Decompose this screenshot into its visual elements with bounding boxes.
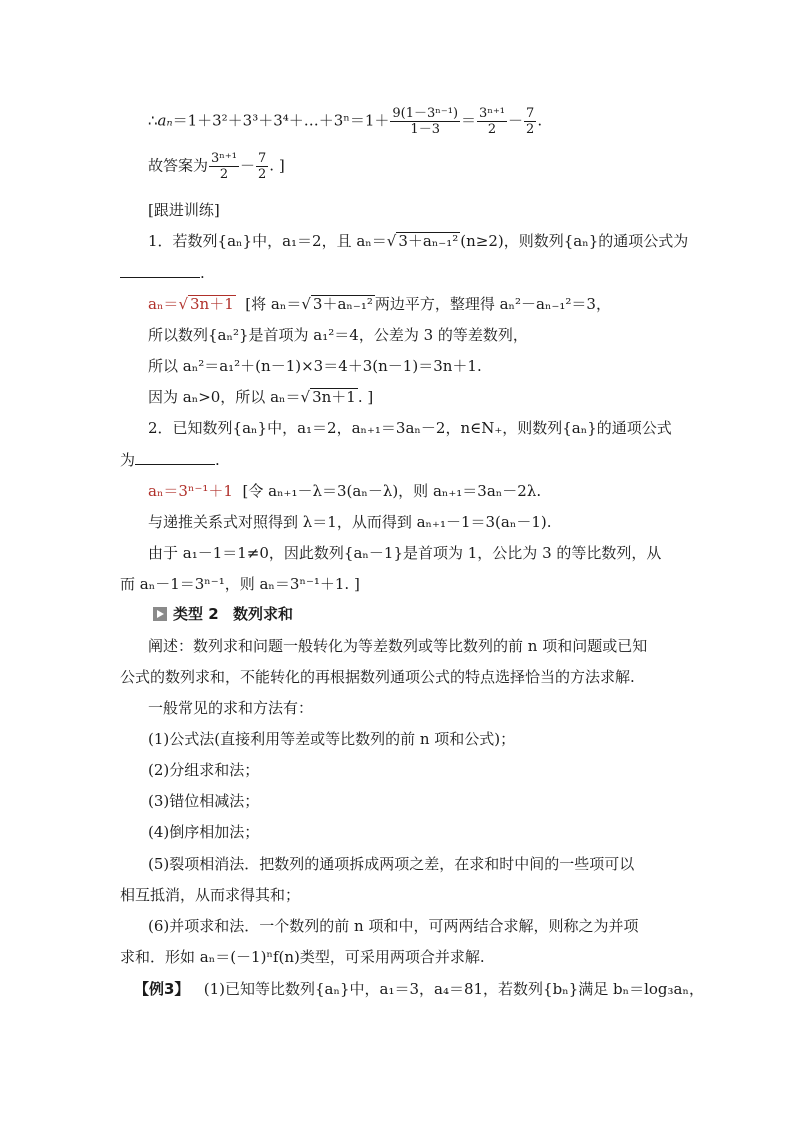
solution-line: 由于 a₁－1＝1≠0，因此数列{aₙ－1}是首项为 1，公比为 3 的等比数列，从 [148,544,662,562]
problem-1: 1．若数列{aₙ}中，a₁＝2，且 aₙ＝√ 3＋aₙ₋₁² (n≥2)，则数列{aₙ}的通项公式为 [148,232,689,250]
problem-2-blank: 为 . [120,451,220,469]
solution-line: 所以数列{aₙ²}是首项为 a₁²＝4，公差为 3 的等差数列， [148,326,528,344]
method-item: (6)并项求和法．一个数列的前 n 项和中，可两两结合求解，则称之为并项 [148,917,639,935]
sqrt: √ 3n＋1 [300,388,356,406]
problem-2: 2．已知数列{aₙ}中，a₁＝2，aₙ₊₁＝3aₙ－2，n∈N₊，则数列{aₙ}的通项公式 [148,419,672,437]
solution-line: 因为 aₙ>0，所以 aₙ＝√ 3n＋1 . ] [148,388,374,406]
method-item: (5)裂项相消法．把数列的通项拆成两项之差，在求和时中间的一些项可以 [148,855,635,873]
answer-blank [135,450,215,465]
paragraph-line: 一般常见的求和方法有： [148,699,314,717]
fraction: $\frac{\text{9(1－3ⁿ⁻¹)}}{1-3}$ [392,106,459,137]
paragraph-line: 阐述：数列求和问题一般转化为等差数列或等比数列的前 n 项和问题或已知 [148,637,648,655]
paragraph-line: 公式的数列求和，不能转化的再根据数列通项公式的特点选择恰当的方法求解. [120,668,635,686]
solution-line-1: ∴aₙ＝1＋3²＋3³＋3⁴＋…＋3ⁿ＝1＋ $\frac{\text{9(1－3ⁿ⁻¹)}}{1-3}$ ＝ $\frac{\text{3ⁿ⁺¹}}{2}$ － $\frac{7}{2}$ . [148,106,543,137]
problem-1-answer: aₙ＝√ 3n＋1 [将 aₙ＝√ 3＋aₙ₋₁² 两边平方，整理得 aₙ²－aₙ₋₁²＝3， [148,295,611,313]
problem-1-blank: . [120,263,205,283]
method-item: (3)错位相减法； [148,792,260,810]
method-item: 求和．形如 aₙ＝(－1)ⁿf(n)类型，可采用两项合并求解. [120,948,485,966]
fraction: $\frac{7}{2}$ [526,106,535,137]
sqrt: √ 3＋aₙ₋₁² [386,232,459,250]
method-item: (4)倒序相加法； [148,823,260,841]
answer-summary: 故答案为 $\frac{\text{3ⁿ⁺¹}}{2}$ － $\frac{7}{2}$ . ] [148,151,285,182]
method-item: (1)公式法(直接利用等差或等比数列的前 n 项和公式)； [148,730,516,748]
example-3: 【例3】 (1)已知等比数列{aₙ}中，a₁＝3，a₄＝81，若数列{bₙ}满足 bₙ＝log₃aₙ， [134,980,704,998]
sqrt: √ 3＋aₙ₋₁² [301,295,373,313]
fraction: $\frac{7}{2}$ [258,151,267,182]
section-heading: [跟进训练] [148,201,220,219]
answer-blank [120,263,200,278]
play-triangle-icon [153,607,167,621]
type-heading: 类型 2 数列求和 [153,604,293,624]
method-item: 相互抵消，从而求得其和； [120,886,301,904]
solution-line: 所以 aₙ²＝a₁²＋(n－1)×3＝4＋3(n－1)＝3n＋1. [148,357,482,375]
fraction: $\frac{\text{3ⁿ⁺¹}}{2}$ [479,106,506,137]
method-item: (2)分组求和法； [148,761,260,779]
sqrt: √ 3n＋1 [178,295,234,313]
solution-line: 与递推关系式对照得到 λ＝1，从而得到 aₙ₊₁－1＝3(aₙ－1). [148,513,552,531]
solution-line: 而 aₙ－1＝3ⁿ⁻¹，则 aₙ＝3ⁿ⁻¹＋1. ] [120,575,360,593]
fraction: $\frac{\text{3ⁿ⁺¹}}{2}$ [211,151,237,182]
problem-2-answer: aₙ＝3ⁿ⁻¹＋1 [令 aₙ₊₁－λ＝3(aₙ－λ)，则 aₙ₊₁＝3aₙ－2λ. [148,482,542,500]
